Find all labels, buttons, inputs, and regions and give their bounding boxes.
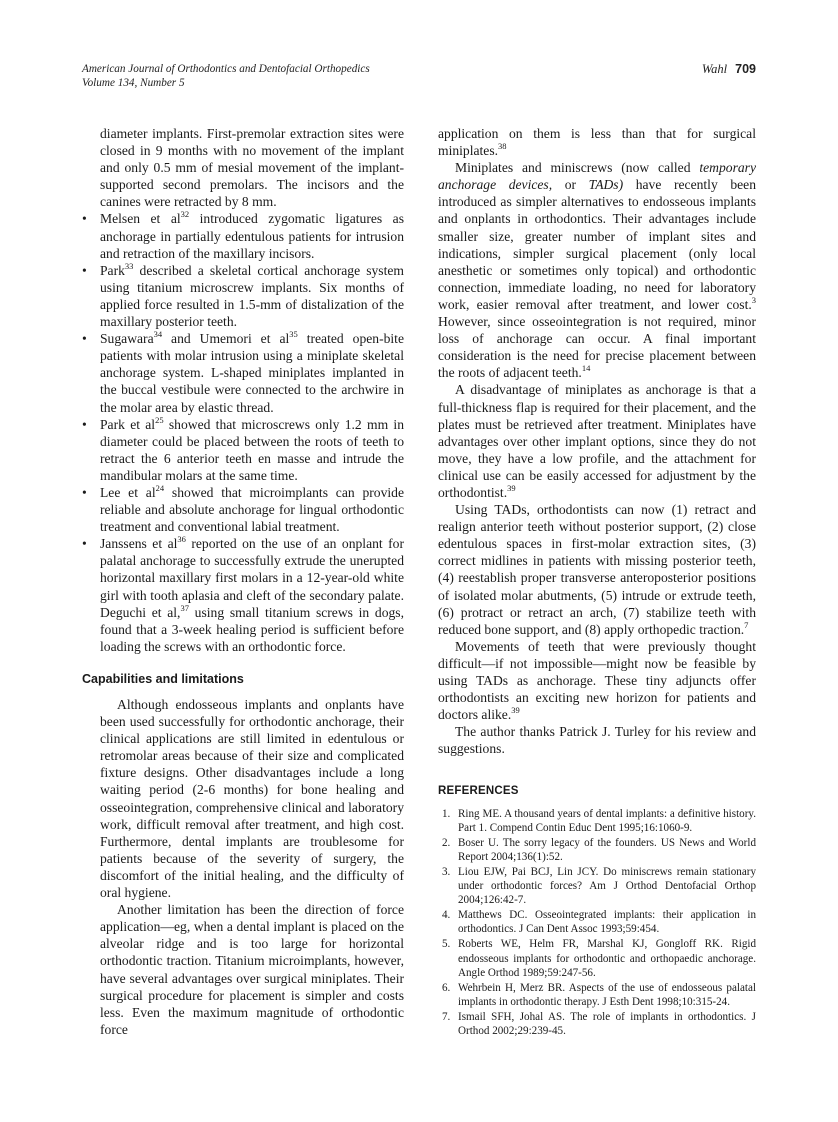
body-paragraph: A disadvantage of miniplates as anchorage is that a full-thickness flap is required for their placement, and the plates must be retrieved after treatment. Miniplates have advantages over other implant options, since they do not move, they have a low profile, and the attachment for clinical use can be easily accessed for adjustment by the orthodontist.$^{39}$ <box>438 382 756 500</box>
body-paragraph: Movements of teeth that were previously thought difficult—if not impossible—might now be feasible by using TADs as anchorage. These tiny adjuncts offer orthodontists an exciting new horizon for patients and doctors alike.$^{39}$ <box>438 638 756 723</box>
reference-item: 7. Ismail SFH, Johal AS. The role of implants in orthodontics. J Orthod 2002;29:239-45. <box>442 1010 756 1037</box>
body-paragraph: Using TADs, orthodontists can now (1) retract and realign anterior teeth without posterior support, (2) close edentulous spaces in first-molar extraction sites, (3) correct midlines in patients with missing posterior teeth, (4) reestablish proper transverse anteroposterior positions of isolated molar abutments, (5) intrude or extrude teeth, (6) protract or retract an arch, (7) stabilize teeth with reduced bone support, and (8) apply orthopedic traction.$^7$ <box>438 502 756 637</box>
reference-item: 4. Matthews DC. Osseointegrated implants: their application in orthodontics. J Can Dent Assoc 1993;59:454. <box>442 909 756 936</box>
bullet-icon: • <box>82 331 87 347</box>
citation: 14 <box>581 363 591 374</box>
body-paragraph: application on them is less than that for surgical miniplates.$^{38}$ <box>438 126 756 159</box>
reference-item: 6. Wehrbein H, Merz BR. Aspects of the use of endosseous palatal implants in orthodontic therapy. J Esth Dent 1998;10:315-24. <box>442 981 756 1008</box>
citation: 34 <box>153 329 163 340</box>
journal-volume: Volume 134, Number 5 <box>82 77 185 89</box>
body-paragraph: Another limitation has been the direction of force application—eg, when a dental implant is placed on the alveolar ridge and is too large for horizontal orthodontic traction. Titanium microimplants, however, have several advantages over surgical miniplates. Their surgical procedure for placement is simpler and costs less. Even the maximum magnitude of orthodontic force <box>100 902 404 1037</box>
citation: 24 <box>155 482 165 493</box>
bullet-item: • Park$^{33}$ described a skeletal cortical anchorage system using titanium microscrew implants. Six months of applied force resulted in 1.5-mm of distalization of the maxillary posterior teeth. <box>82 260 404 330</box>
citation: 38 <box>498 141 507 152</box>
author-page <box>702 62 756 76</box>
reference-item: 1. Ring ME. A thousand years of dental implants: a definitive history. Part 1. Compend Contin Educ Dent 1995;16:1060-9. <box>442 807 756 834</box>
bullet-item: • Park et $al^{25}$ showed that microscrews only 1.2 mm in diameter could be placed between the roots of teeth to retract the 6 anterior teeth en masse and intrude the mandibular molars at the same time. <box>82 414 404 483</box>
page-number: 709 <box>735 62 756 76</box>
bullet-item: • Lee et $al^{24}$ showed that microimplants can provide reliable and absolute anchorage for lingual orthodontic treatment and conventional labial treatment. <box>82 482 405 535</box>
section-heading: Capabilities and limitations <box>82 671 244 686</box>
acknowledgment: The author thanks Patrick J. Turley for his review and suggestions. <box>438 724 756 757</box>
references-heading: REFERENCES <box>438 785 519 798</box>
body-paragraph: Miniplates and miniscrews (now called temporary anchorage devices, or TADs) have recently been introduced as simpler alternatives to endosseous implants and onplants in orthodontics. Their advantages include smaller size, greater number of implant sites and indications, simpler surgical placement (only local anesthetic or sometimes only topical) and orthodontic connection, immediate loading, no need for laboratory work, easier removal after treatment, and lower cost.$^3$ However, since osseointegration is not required, minor loss of anchorage can occur. A final important consideration is the need for precise placement between the roots of adjacent teeth.$^{14}$ <box>438 160 757 381</box>
left-column <box>82 125 405 1038</box>
right-column <box>438 125 756 1039</box>
journal-title: American Journal of Orthodontics and Dentofacial Orthopedics <box>82 63 370 75</box>
bullet-icon: • <box>82 262 87 278</box>
citation: 37 <box>180 602 189 613</box>
citation: 35 <box>289 329 298 340</box>
citation: 25 <box>155 414 164 425</box>
bullet-item: • Melsen et $al^{32}$ introduced zygomatic ligatures as anchorage in partially edentulous patients for intrusion and retraction of the maxillary incisors. <box>82 209 405 261</box>
citation: 39 <box>507 482 516 493</box>
citation: 39 <box>511 705 520 716</box>
body-paragraph: Although endosseous implants and onplants have been used successfully for orthodontic anchorage, their clinical applications are still limited in edentulous or retromolar areas because of their size and complicated fixture designs. Other disadvantages include a long waiting period (2-6 months) for bone healing and osseointegration, comprehensive clinical and laboratory work, difficult removal after treatment, and high cost. Furthermore, dental implants are troublesome for patients because of the severity of surgery, the discomfort of the initial healing, and the difficulty of oral hygiene. <box>100 697 404 901</box>
bullet-continuation: diameter implants. First-premolar extraction sites were closed in 9 months with no movement of the implant and only 0.5 mm of mesial movement of the implant-supported second premolars. The incisors and the canines were retracted by 8 mm. <box>100 126 404 210</box>
citation: 32 <box>180 209 190 220</box>
reference-item: 2. Boser U. The sorry legacy of the founders. US News and World Report 2004;136(1):52. <box>442 836 756 863</box>
running-author: Wahl <box>701 62 728 76</box>
bullet-list <box>82 209 405 654</box>
citation: 7 <box>744 619 749 630</box>
bullet-icon: • <box>82 416 87 432</box>
reference-item: 3. Liou EJW, Pai BCJ, Lin JCY. Do miniscrews remain stationary under orthodontic forces? Am J Orthod Dentofacial Orthop 2004;126:42-7. <box>442 865 756 907</box>
bullet-icon: • <box>82 536 87 552</box>
running-header <box>82 62 756 90</box>
reference-item: 5. Roberts WE, Helm FR, Marshal KJ, Gongloff RK. Rigid endosseous implants for orthodontic and orthopaedic anchorage. Angle Orthod 1989;59:247-56. <box>442 938 756 979</box>
citation: 33 <box>124 260 134 271</box>
bullet-item: • Sugawara$^{34}$ and Umemori et $al^{35}$ treated open-bite patients with molar intrusion using a miniplate skeletal anchorage system. L-shaped miniplates implanted in the buccal vestibule were connected to the archwire in the molar area by elastic thread. <box>82 329 404 415</box>
bullet-icon: • <box>82 211 87 227</box>
bullet-icon: • <box>82 484 87 500</box>
citation: 36 <box>177 534 186 545</box>
reference-list <box>438 807 756 1039</box>
citation: 3 <box>751 294 756 305</box>
bullet-item: • Janssens et $al^{36}$ reported on the use of an onplant for palatal anchorage to successfully extrude the unerupted horizontal maxillary first molars in a 12-year-old white girl with tooth aplasia and cleft of the secondary palate. Deguchi et al,$^{37}$ using small titanium screws in dogs, found that a 3-week healing period is sufficient before loading the screws with an orthodontic force. <box>82 534 404 654</box>
